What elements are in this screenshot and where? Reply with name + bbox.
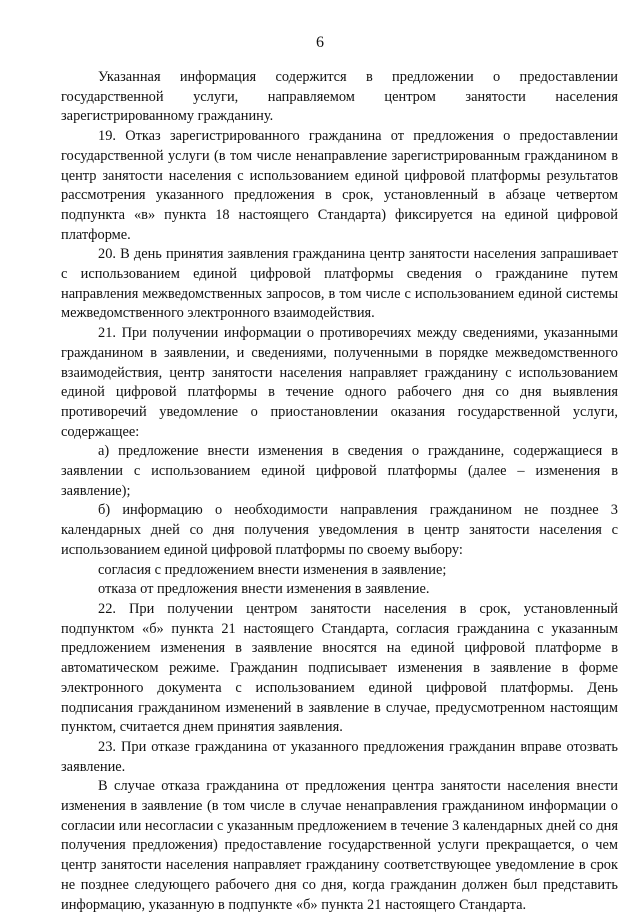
document-body [61,68,618,915]
paragraph-21-b-consent: согласия с предложением внести изменения в заявление; [98,561,447,578]
paragraph-23-refusal-case: В случае отказа гражданина от предложения центра занятости населения внести изменения в заявление (в том числе в случае ненаправления гражданином информации о согласии или несогласии с указанным предложением в течение 3 календарных дней со дня получения предложения) предоставление государственной услуги прекращается, о чем центр занятости населения направляет гражданину соответствующее уведомление в срок не позднее следующего рабочего дня со дня, когда гражданин должен был представить информацию, указанную в подпункте «б» пункта 21 настоящего Стандарта. [61,778,618,913]
paragraph-21: 21. При получении информации о противоречиях между сведениями, указанными гражданином в заявлении, и сведениями, полученными в порядке межведомственного взаимодействия, центр занятости населения направляет гражданину с использованием единой цифровой платформы в течение одного рабочего дня со дня выявления противоречий уведомление о приостановлении оказания государственной услуги, содержащее: [61,325,618,440]
paragraph-23: 23. При отказе гражданина от указанного предложения гражданин вправе отозвать заявление. [61,738,618,775]
paragraph-21-b-refusal: отказа от предложения внести изменения в заявление. [98,581,430,598]
paragraph-22: 22. При получении центром занятости населения в срок, установленный подпунктом «б» пункта 21 настоящего Стандарта, согласия гражданина с указанным предложением изменения в заявление вносятся на единой цифровой платформе в автоматическом режиме. Гражданин подписывает изменения в заявление в форме электронного документа с использованием единой цифровой платформы. День подписания гражданином изменений в заявление в случае, предусмотренном настоящим пунктом, считается днем принятия заявления. [61,600,618,736]
paragraph-20: 20. В день принятия заявления гражданина центр занятости населения запрашивает с использованием единой цифровой платформы сведения о гражданине путем направления межведомственных запросов, в том числе с использованием единой системы межведомственного электронного взаимодействия. [61,246,618,322]
paragraph-21-b: б) информацию о необходимости направления гражданином не позднее 3 календарных дней со дня получения уведомления в центр занятости населения с использованием единой цифровой платформы по своему выбору: [61,502,618,558]
paragraph-21-a: а) предложение внести изменения в сведения о гражданине, содержащиеся в заявлении с использованием единой цифровой платформы (далее – изменения в заявление); [61,443,618,499]
page-number: 6 [316,34,324,51]
paragraph-info-in-offer: Указанная информация содержится в предложении о предоставлении государственной услуги, направляемом центром занятости населения зарегистрированному гражданину. [61,69,618,125]
paragraph-19: 19. Отказ зарегистрированного гражданина от предложения о предоставлении государственной услуги (в том числе ненаправление зарегистрированным гражданином в центр занятости населения с использованием единой цифровой платформы результатов рассмотрения указанного предложения в срок, установленный в абзаце четвертом подпункта «в» пункта 18 настоящего Стандарта) фиксируется на единой цифровой платформе. [61,128,618,243]
